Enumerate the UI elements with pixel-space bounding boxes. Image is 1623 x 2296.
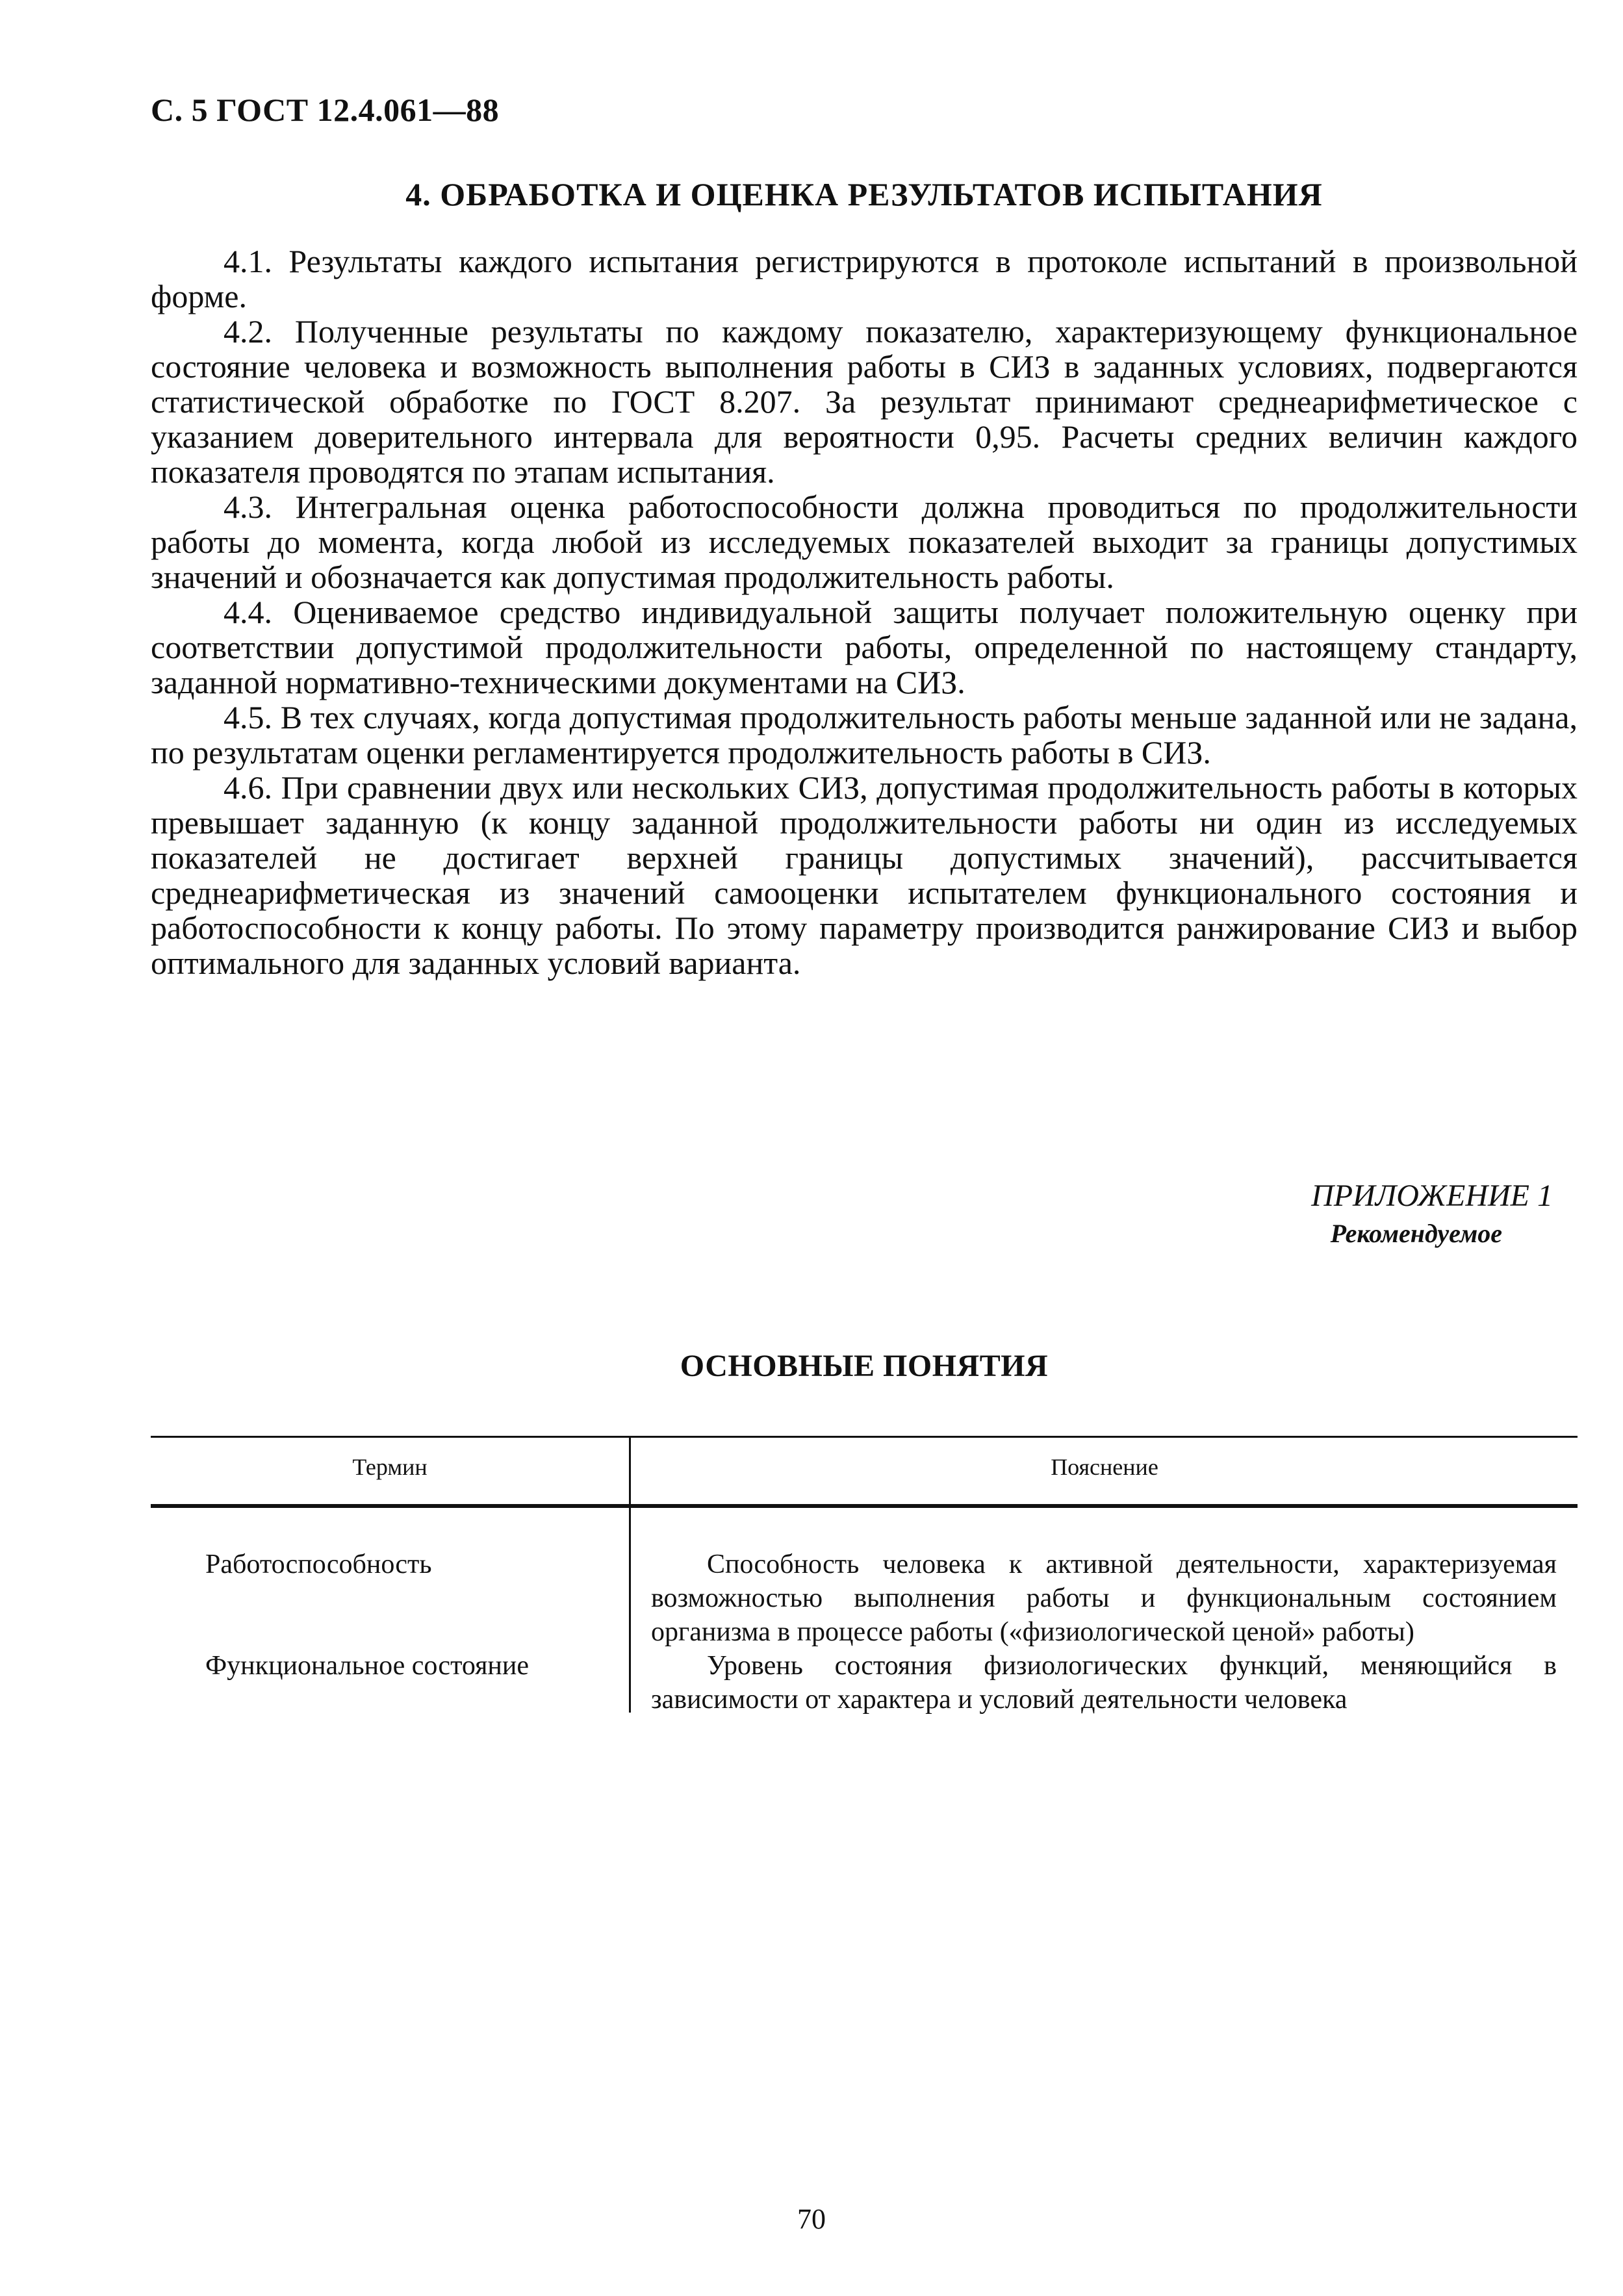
- paragraph-4-3: 4.3. Интегральная оценка работоспособности должна проводиться по продолжительности работы до момента, когда любой из исследуемых показателей выходит за границы допустимых значений и обозначается как допустимая продолжительность работы.: [151, 489, 1578, 595]
- table-cell-term: Работоспособность: [205, 1550, 432, 1579]
- table-cell-term: Функциональное состояние: [205, 1651, 529, 1681]
- table-header-term: Термин: [352, 1454, 428, 1480]
- table-cell-explanation-text: Уровень состояния физиологических функций, меняющийся в зависимости от характера и условий деятельности человека: [651, 1651, 1557, 1715]
- appendix-status: Рекомендуемое: [1330, 1219, 1502, 1248]
- page-number: 70: [797, 2203, 826, 2235]
- table-cell-explanation-text: Способность человека к активной деятельности, характеризуемая возможностью выполнения работы и функциональным состоянием организма в процессе работы («физиологической ценой» работы): [651, 1550, 1557, 1647]
- section-title: 4. ОБРАБОТКА И ОЦЕНКА РЕЗУЛЬТАТОВ ИСПЫТАНИЯ: [405, 176, 1323, 212]
- paragraph-4-2: 4.2. Полученные результаты по каждому показателю, характеризующему функциональное состояние человека и возможность выполнения работы в СИЗ в заданных условиях, подвергаются статистической обработке по ГОСТ 8.207. За результат принимают среднеарифметическое с указанием доверительного интервала для вероятности 0,95. Расчеты средних величин каждого показателя проводятся по этапам испытания.: [151, 313, 1578, 490]
- table-header-explanation: Пояснение: [1051, 1454, 1158, 1480]
- paragraph-4-6: 4.6. При сравнении двух или нескольких СИЗ, допустимая продолжительность работы в которых превышает заданную (к концу заданной продолжительности работы ни один из исследуемых показателей не достигает верхней границы допустимых значений), рассчитывается среднеарифметическая из значений самооценки испытателем функционального состояния и работоспособности к концу работы. По этому параметру производится ранжирование СИЗ и выбор оптимального для заданных условий варианта.: [151, 769, 1578, 981]
- appendix-title: ПРИЛОЖЕНИЕ 1: [1311, 1179, 1553, 1213]
- paragraph-4-5: 4.5. В тех случаях, когда допустимая продолжительность работы меньше заданной или не задана, по результатам оценки регламентируется продолжительность работы в СИЗ.: [151, 699, 1578, 771]
- table-column-divider: [629, 1436, 631, 1713]
- document-header: С. 5 ГОСТ 12.4.061—88: [151, 92, 500, 128]
- table-header-rule: [151, 1504, 1578, 1508]
- table-cell-explanation: [651, 1649, 1557, 1716]
- table-top-rule: [151, 1436, 1578, 1438]
- paragraph-4-1: 4.1. Результаты каждого испытания регистрируются в протоколе испытаний в произвольной форме.: [151, 243, 1578, 314]
- table-cell-explanation: [651, 1548, 1557, 1649]
- appendix-label: [1040, 1177, 1553, 1253]
- paragraph-4-4: 4.4. Оцениваемое средство индивидуальной защиты получает положительную оценку при соответствии допустимой продолжительности работы, определенной по настоящему стандарту, заданной нормативно-техническими документами на СИЗ.: [151, 594, 1578, 700]
- section-body: [151, 244, 1578, 980]
- table-title: ОСНОВНЫЕ ПОНЯТИЯ: [680, 1349, 1049, 1383]
